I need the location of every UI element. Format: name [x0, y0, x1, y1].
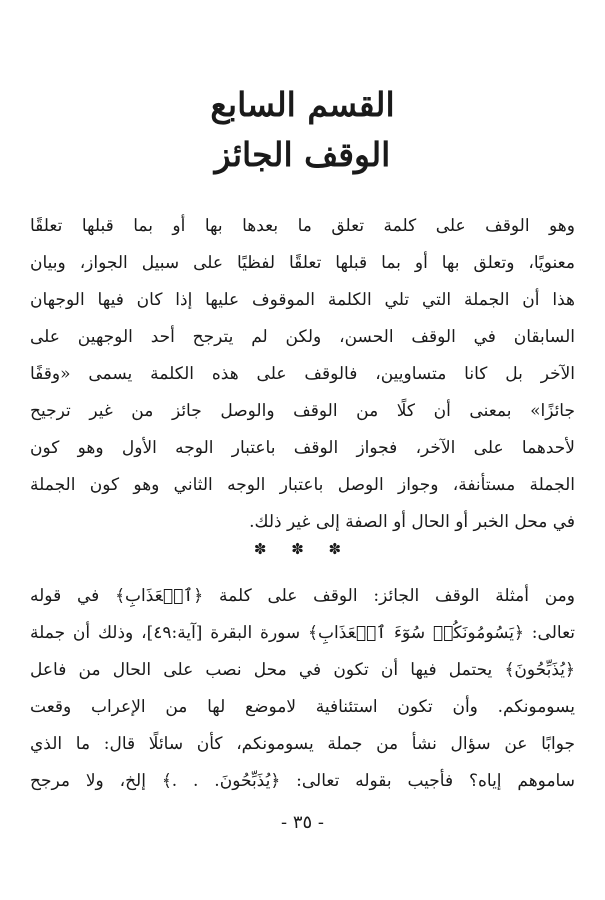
text-line: الجملة مستأنفة، وجواز الوصل باعتبار الوجه الثاني وهو كون الجملة [30, 475, 575, 495]
text-line: ساموهم إياه؟ فأجيب بقوله تعالى: ﴿يُذَبِّحُونَ. . .﴾ إلخ، ولا مرجح [30, 771, 575, 791]
section-divider: ✽ ✽ ✽ [253, 540, 352, 558]
text-line: ﴿يُذَبِّحُونَ﴾ يحتمل فيها أن تكون في محل نصب على الحال من فاعل [30, 660, 575, 680]
text-line: تعالى: ﴿يَسُومُونَكُمۡ سُوٓءَ ٱلۡعَذَابِ﴾ سورة البقرة [آية:٤٩]، وذلك أن جملة [30, 623, 575, 643]
chapter-title: الوقف الجائز [214, 135, 391, 174]
text-line: السابقان في الوقف الحسن، ولكن لم يترجح أحد الوجهين على [30, 327, 575, 347]
text-line: يسومونكم. وأن تكون استئنافية لاموضع لها من الإعراب وقعت [30, 697, 575, 717]
text-line: ومن أمثلة الوقف الجائز: الوقف على كلمة ﴿ٱلۡعَذَابِ﴾ في قوله [30, 586, 575, 606]
page-number: - ٣٥ - [281, 812, 324, 833]
text-line: الآخر بل كانا متساويين، فالوقف على هذه الكلمة يسمى «وقفًا [30, 364, 575, 384]
text-line: معنويًا، وتعلق بها أو بما قبلها تعلقًا لفظيًا على سبيل الجواز، وبيان [30, 253, 575, 273]
paragraph-example [30, 578, 575, 800]
text-line: في محل الخبر أو الحال أو الصفة إلى غير ذلك. [249, 512, 575, 532]
section-heading: القسم السابع [210, 85, 395, 124]
text-line: جائزًا» بمعنى أن كلًا من الوقف والوصل جائز من غير ترجيح [30, 401, 575, 421]
text-line: جوابًا عن سؤال نشأ من جملة يسومونكم، كأن سائلًا قال: ما الذي [30, 734, 575, 754]
text-line: لأحدهما على الآخر، فجواز الوقف باعتبار الوجه الأول وهو كون [30, 438, 575, 458]
text-line: وهو الوقف على كلمة تعلق ما بعدها بها أو بما قبلها تعلقًا [30, 216, 575, 236]
text-line: هذا أن الجملة التي تلي الكلمة الموقوف عليها إذا كان فيها الوجهان [30, 290, 575, 310]
paragraph-definition [30, 208, 575, 541]
